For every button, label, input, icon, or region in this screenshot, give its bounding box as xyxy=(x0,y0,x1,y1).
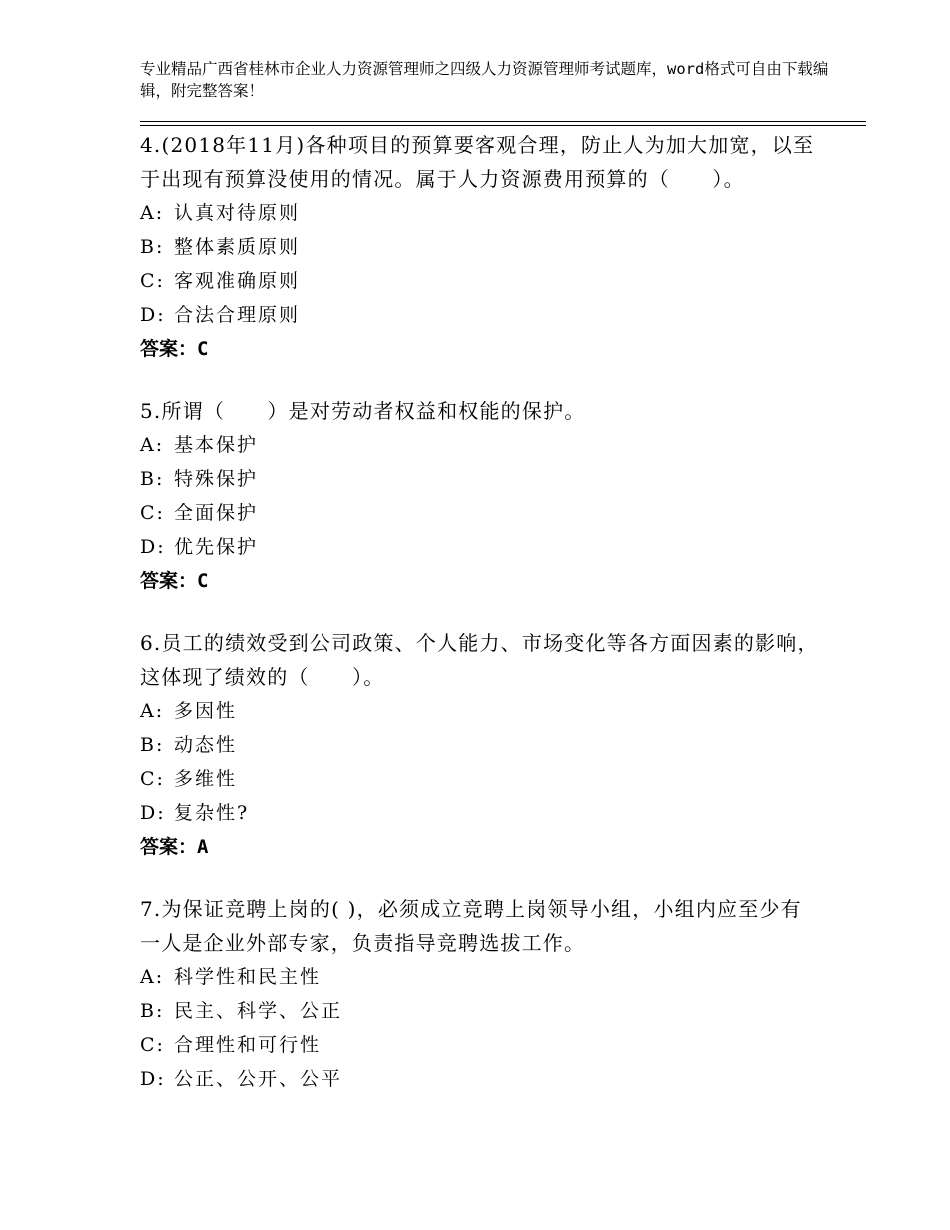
option-text: 科学性和民主性 xyxy=(174,966,322,988)
option-label: C: xyxy=(140,768,165,790)
option-b xyxy=(140,994,820,1028)
option-label: C: xyxy=(140,1034,165,1056)
question-text: 5.所谓（ ）是对劳动者权益和权能的保护。 xyxy=(140,399,586,423)
answer-value: A xyxy=(197,836,209,858)
option-a xyxy=(140,196,820,230)
answer-label: 答案： xyxy=(140,570,198,592)
answer-label: 答案： xyxy=(140,338,198,360)
option-text: 多因性 xyxy=(174,700,238,722)
option-label: D: xyxy=(140,802,166,824)
option-text: 认真对待原则 xyxy=(174,202,301,224)
option-c xyxy=(140,1028,820,1062)
question-text: 7.为保证竞聘上岗的( )，必须成立竞聘上岗领导小组，小组内应至少有一人是企业外部专家，负责指导竞聘选拔工作。 xyxy=(140,897,802,955)
question-list xyxy=(140,128,820,1124)
option-text: 民主、科学、公正 xyxy=(174,1000,343,1022)
option-text: 复杂性? xyxy=(174,802,250,824)
option-label: B: xyxy=(140,468,165,490)
option-text: 优先保护 xyxy=(174,536,259,558)
option-text: 特殊保护 xyxy=(174,468,259,490)
option-c xyxy=(140,496,820,530)
option-b xyxy=(140,728,820,762)
header-rule-top xyxy=(140,121,866,122)
option-d xyxy=(140,298,820,332)
option-c xyxy=(140,762,820,796)
option-label: A: xyxy=(140,700,165,722)
option-d xyxy=(140,1062,820,1096)
option-text: 公正、公开、公平 xyxy=(174,1068,343,1090)
question-4 xyxy=(140,128,820,366)
option-label: B: xyxy=(140,734,165,756)
option-d xyxy=(140,530,820,564)
option-d xyxy=(140,796,820,830)
option-text: 动态性 xyxy=(174,734,238,756)
option-c xyxy=(140,264,820,298)
question-6 xyxy=(140,626,820,864)
option-text: 客观准确原则 xyxy=(174,270,301,292)
option-text: 多维性 xyxy=(174,768,238,790)
document-header: 专业精品广西省桂林市企业人力资源管理师之四级人力资源管理师考试题库，word格式可自由下载编辑，附完整答案！ xyxy=(140,60,829,100)
option-text: 合法合理原则 xyxy=(174,304,301,326)
answer-label: 答案： xyxy=(140,836,198,858)
option-b xyxy=(140,462,820,496)
answer-line xyxy=(140,830,820,864)
option-label: D: xyxy=(140,304,166,326)
option-text: 基本保护 xyxy=(174,434,259,456)
answer-line xyxy=(140,332,820,366)
option-label: C: xyxy=(140,270,165,292)
answer-line xyxy=(140,564,820,598)
option-text: 整体素质原则 xyxy=(174,236,301,258)
option-label: B: xyxy=(140,236,165,258)
option-label: A: xyxy=(140,202,165,224)
question-7 xyxy=(140,892,820,1096)
option-a xyxy=(140,960,820,994)
question-text: 4.(2018年11月)各种项目的预算要客观合理，防止人为加大加宽，以至于出现有预算没使用的情况。属于人力资源费用预算的（ ）。 xyxy=(140,133,815,191)
option-a xyxy=(140,428,820,462)
header-rule-bottom xyxy=(140,125,866,126)
question-5 xyxy=(140,394,820,598)
option-label: C: xyxy=(140,502,165,524)
answer-value: C xyxy=(197,570,209,592)
option-label: D: xyxy=(140,1068,166,1090)
option-text: 全面保护 xyxy=(174,502,259,524)
question-text: 6.员工的绩效受到公司政策、个人能力、市场变化等各方面因素的影响，这体现了绩效的（ ）。 xyxy=(140,631,819,689)
option-label: A: xyxy=(140,434,165,456)
option-text: 合理性和可行性 xyxy=(174,1034,322,1056)
option-label: A: xyxy=(140,966,165,988)
option-label: D: xyxy=(140,536,166,558)
answer-value: C xyxy=(197,338,209,360)
option-label: B: xyxy=(140,1000,165,1022)
option-b xyxy=(140,230,820,264)
option-a xyxy=(140,694,820,728)
